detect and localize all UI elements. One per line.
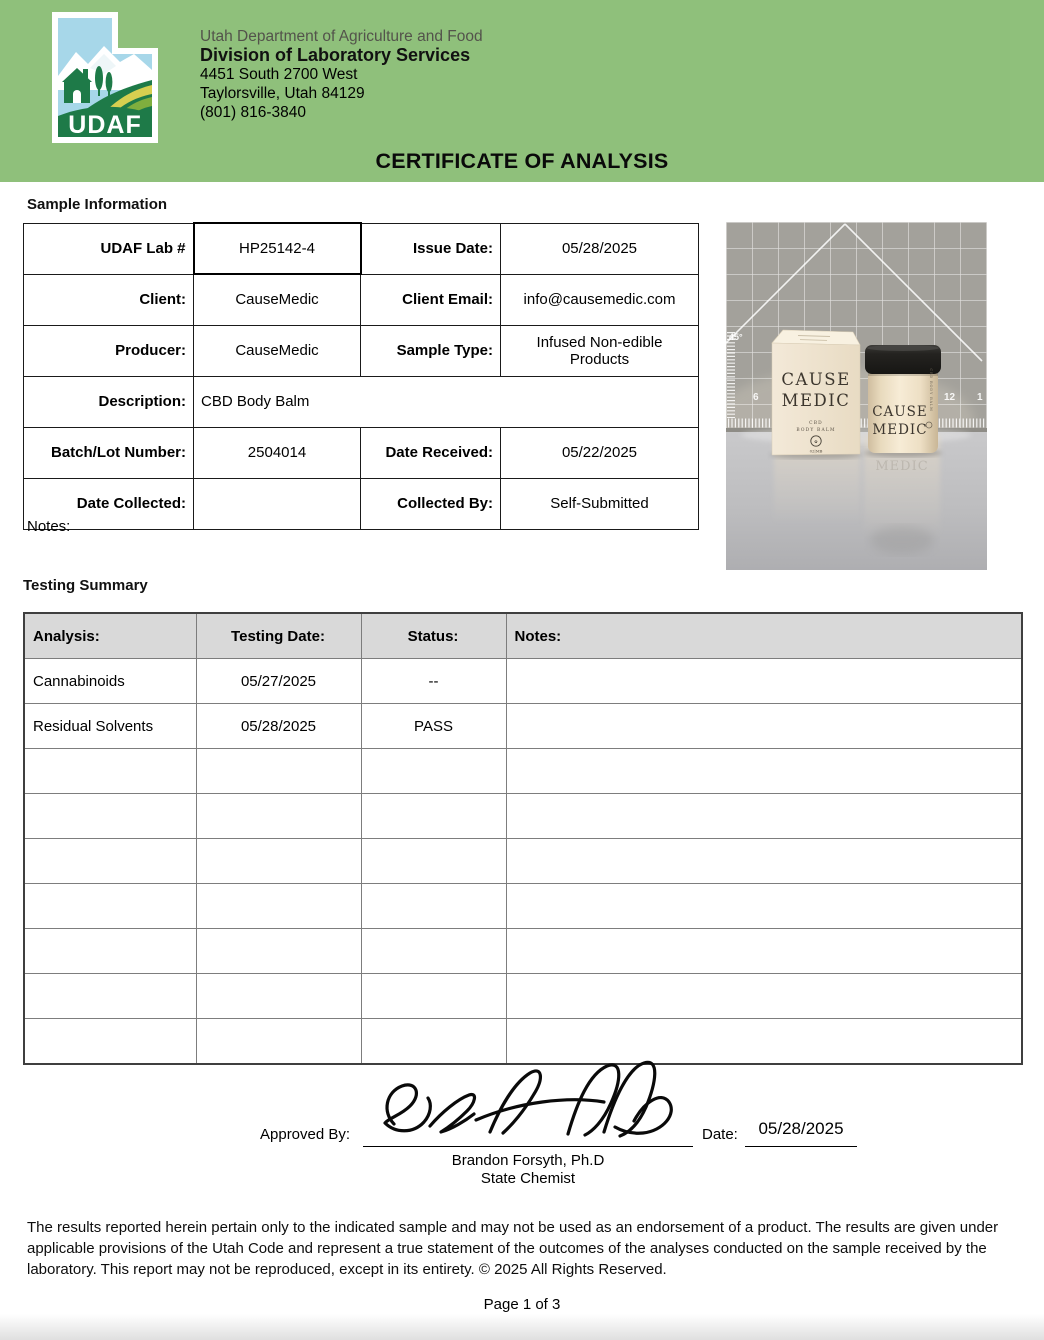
table-row (24, 478, 699, 529)
table-header-row (24, 613, 1022, 659)
ruler-number-12: 12 (944, 392, 956, 403)
empty-table-row (24, 794, 1022, 839)
analysis-name: Cannabinoids (24, 659, 196, 704)
notes-label: Notes: (27, 518, 71, 535)
agency-name: Utah Department of Agriculture and Food (200, 28, 483, 45)
address-line1: 4451 South 2700 West (200, 66, 358, 83)
analysis-name: Residual Solvents (24, 704, 196, 749)
description-label: Description: (24, 376, 194, 427)
jar-brand-line1: CAUSE (872, 404, 928, 420)
client-label: Client: (24, 274, 194, 325)
logo-udaf-text: UDAF (68, 111, 142, 139)
producer-label: Producer: (24, 325, 194, 376)
page-bottom-shading (0, 1314, 1044, 1340)
jar-side-text: CBD BODY BALM (929, 368, 933, 412)
empty-table-row (24, 749, 1022, 794)
collected-by-label: Collected By: (361, 478, 501, 529)
certificate-title: CERTIFICATE OF ANALYSIS (375, 149, 669, 173)
division-name: Division of Laboratory Services (200, 45, 471, 65)
batch-lot-label: Batch/Lot Number: (24, 427, 194, 478)
testing-summary-table (23, 612, 1023, 1065)
date-collected-label: Date Collected: (24, 478, 194, 529)
product-box (770, 330, 862, 459)
approval-date-value: 05/28/2025 (758, 1119, 844, 1138)
status-value: -- (361, 659, 506, 704)
reflection-text: MEDIC (875, 459, 929, 474)
header-band (0, 0, 1044, 182)
box-product-type: CBD (809, 421, 823, 426)
date-collected-value (194, 478, 361, 529)
table-row (24, 704, 1022, 749)
sample-type-label: Sample Type: (361, 325, 501, 376)
table-row (24, 274, 699, 325)
address-line2: Taylorsville, Utah 84129 (200, 85, 365, 102)
issue-date-value: 05/28/2025 (501, 223, 699, 274)
table-row (24, 659, 1022, 704)
ruler-number-6: 6 (753, 392, 759, 403)
box-brand-line1: CAUSE (781, 370, 851, 389)
table-row (24, 376, 699, 427)
batch-lot-value: 2504014 (194, 427, 361, 478)
client-email-value: info@causemedic.com (501, 274, 699, 325)
col-notes: Notes: (506, 613, 1022, 659)
notes-value (506, 659, 1022, 704)
empty-table-row (24, 839, 1022, 884)
mat-angle-label: 45° (729, 332, 743, 342)
client-email-label: Client Email: (361, 274, 501, 325)
lid-reflection (870, 526, 934, 554)
jar-brand-line2: MEDIC (872, 422, 928, 438)
col-status: Status: (361, 613, 506, 659)
approved-by-label: Approved By: (260, 1126, 351, 1143)
box-product-name: BODY BALM (796, 428, 836, 433)
page-indicator: Page 1 of 3 (483, 1296, 561, 1313)
issue-date-label: Issue Date: (361, 223, 501, 274)
table-row (24, 427, 699, 478)
box-small-text: 02|MB (809, 448, 823, 454)
signer-title: State Chemist (480, 1170, 576, 1187)
col-testing-date: Testing Date: (196, 613, 361, 659)
date-label: Date: (702, 1126, 738, 1143)
empty-table-row (24, 929, 1022, 974)
date-line (745, 1146, 857, 1147)
testing-date: 05/28/2025 (196, 704, 361, 749)
table-row (24, 325, 699, 376)
phone-number: (801) 816-3840 (200, 104, 306, 121)
date-received-value: 05/22/2025 (501, 427, 699, 478)
product-jar (864, 345, 942, 457)
sample-information-heading: Sample Information (27, 196, 168, 213)
table-row (24, 223, 699, 274)
udaf-lab-label: UDAF Lab # (24, 223, 194, 274)
sample-type-value: Infused Non-edible Products (501, 325, 699, 376)
disclaimer-text: The results reported herein pertain only to the indicated sample and may not be used as an endorsement of a product. The results are given under applicable provisions of the Utah Code and represent a true statement of the outcomes of the analyses conducted on the sample received by the laboratory. This report may not be reproduced, except in its entirety. © 2025 All Rights Reserved. (27, 1219, 999, 1278)
ruler-number-right: 1 (977, 392, 983, 403)
empty-table-row (24, 884, 1022, 929)
notes-value (506, 704, 1022, 749)
signature (372, 1058, 692, 1153)
sample-information-table (23, 222, 699, 530)
svg-text:✿: ✿ (814, 439, 818, 444)
agency-address-block (200, 27, 483, 122)
testing-date: 05/27/2025 (196, 659, 361, 704)
empty-table-row (24, 974, 1022, 1019)
testing-summary-heading: Testing Summary (23, 577, 148, 594)
producer-value: CauseMedic (194, 325, 361, 376)
date-received-label: Date Received: (361, 427, 501, 478)
udaf-lab-value: HP25142-4 (194, 223, 361, 274)
collected-by-value: Self-Submitted (501, 478, 699, 529)
box-brand-line2: MEDIC (781, 391, 851, 410)
udaf-logo (50, 10, 160, 145)
client-value: CauseMedic (194, 274, 361, 325)
description-value: CBD Body Balm (194, 376, 699, 427)
status-value: PASS (361, 704, 506, 749)
product-photo (726, 222, 987, 570)
col-analysis: Analysis: (24, 613, 196, 659)
signer-name: Brandon Forsyth, Ph.D (451, 1152, 605, 1169)
